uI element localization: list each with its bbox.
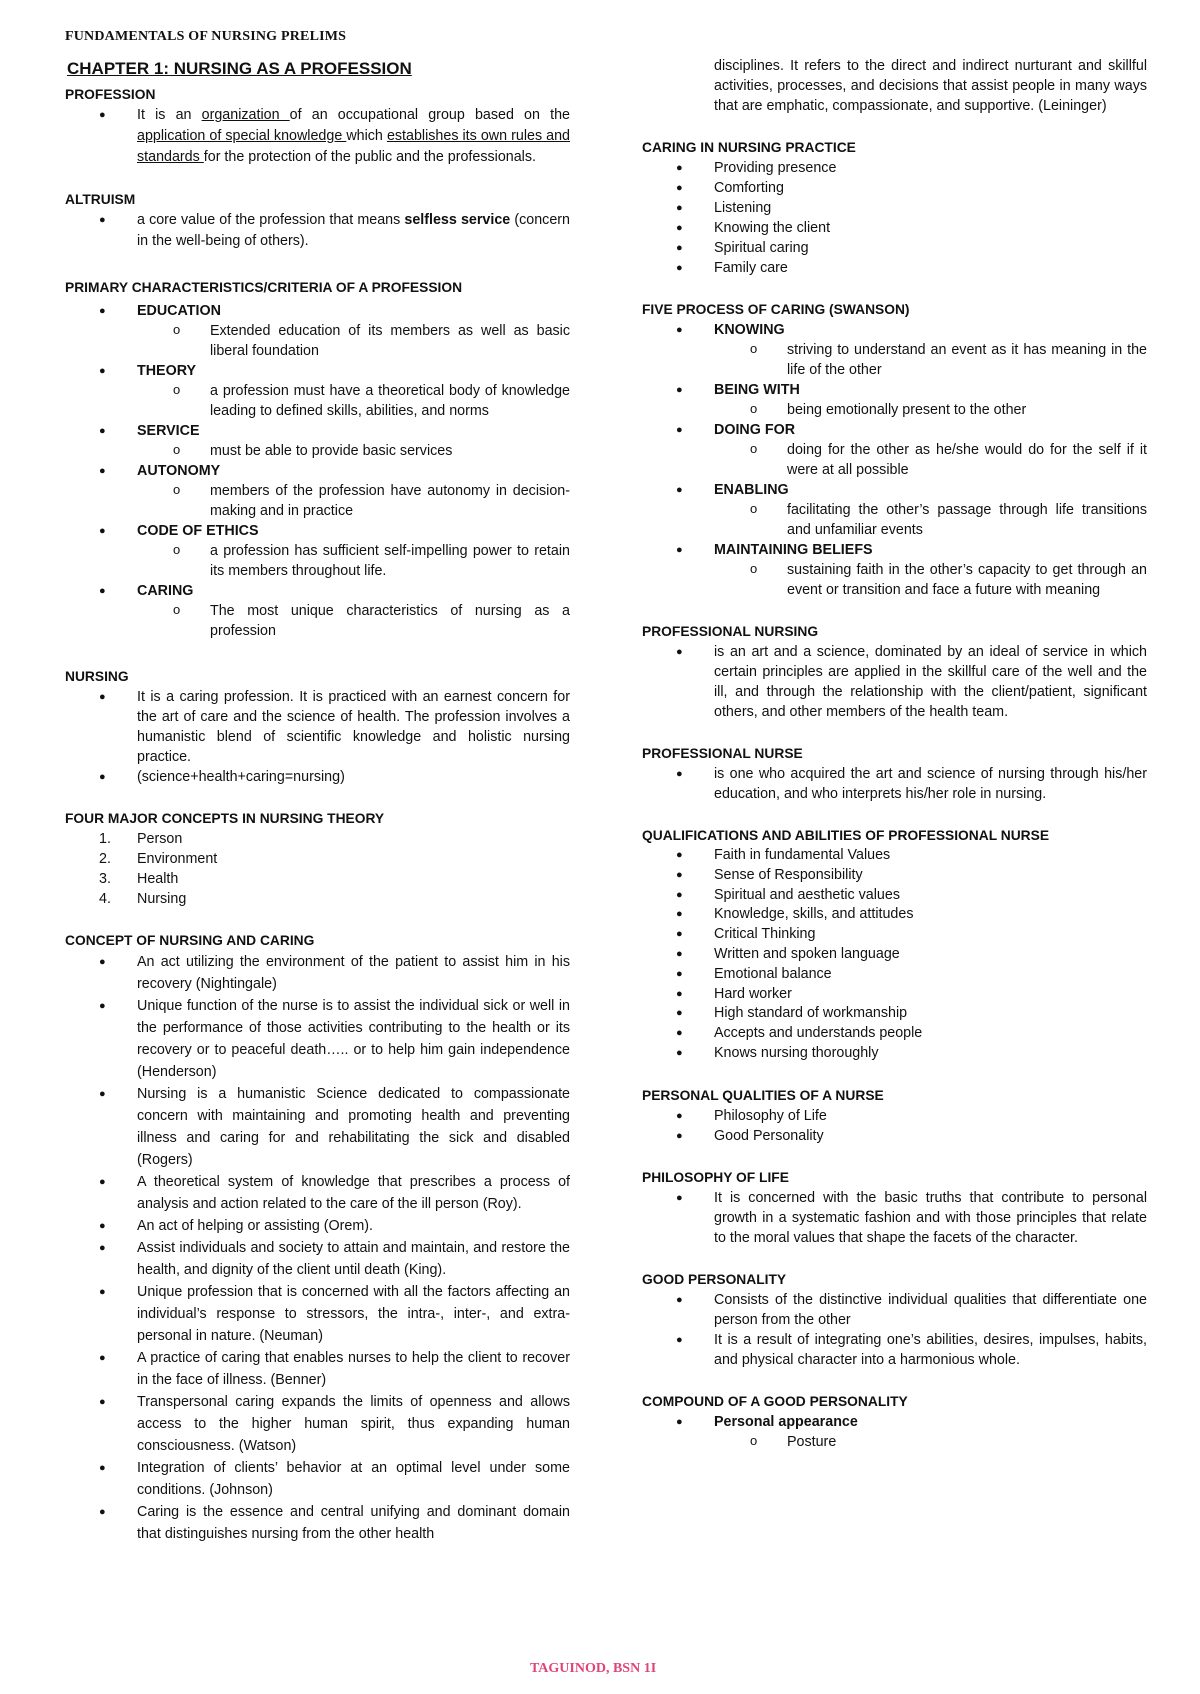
section-title-caring-practice: CARING IN NURSING PRACTICE: [642, 140, 856, 155]
list-item: ● Assist individuals and society to attain and maintain, and restore the health, and dignity of the client until death (King).: [65, 1237, 570, 1281]
list-item: ● It is an organization of an occupational group based on the application of special knowledge which establishes its own rules and standards for the protection of the public and the professionals.: [65, 105, 570, 168]
sub-item: o a profession has sufficient self-impelling power to retain its members throughout life.: [65, 541, 570, 581]
list-item: ● Listening: [642, 198, 1147, 218]
qualifications-list: [642, 846, 1147, 1064]
list-item: ● Transpersonal caring expands the limits of openness and allows access to the higher human spirit, thus expanding human consciousness. (Watson): [65, 1391, 570, 1457]
sub-item: o a profession must have a theoretical body of knowledge leading to defined skills, abilities, and norms: [65, 381, 570, 421]
professional-nursing-list: [642, 642, 1147, 722]
list-item: 1. Person: [99, 831, 183, 847]
personal-qualities-list: [642, 1106, 1147, 1146]
section-title-altruism: ALTRUISM: [65, 192, 136, 207]
list-item: ● Hard worker: [642, 985, 1147, 1005]
profession-list: [65, 105, 570, 168]
list-item: ● Nursing is a humanistic Science dedicated to compassionate concern with maintaining and promoting health and preventing illness and caring for and rehabilitating the sick and disabled (Rogers): [65, 1083, 570, 1171]
list-item: ● A theoretical system of knowledge that prescribes a process of analysis and action related to the care of the ill person (Roy).: [65, 1171, 570, 1215]
list-item: ● MAINTAINING BELIEFS: [642, 540, 1147, 560]
list-item: ● High standard of workmanship: [642, 1004, 1147, 1024]
section-title-philosophy: PHILOSOPHY OF LIFE: [642, 1169, 789, 1185]
list-item: ● Emotional balance: [642, 965, 1147, 985]
left-column: [65, 56, 570, 1545]
list-item: ● KNOWING: [642, 320, 1147, 340]
caring-practice-list: [642, 158, 1147, 278]
section-title-concept: CONCEPT OF NURSING AND CARING: [65, 933, 315, 948]
list-item: ● EDUCATION: [65, 301, 570, 321]
philosophy-list: [642, 1188, 1147, 1248]
section-title-four-concepts: FOUR MAJOR CONCEPTS IN NURSING THEORY: [65, 811, 385, 826]
list-item: ● Unique profession that is concerned with all the factors affecting an individual’s response to stressors, the intra-, inter-, and extra-personal in nature. (Neuman): [65, 1281, 570, 1347]
list-item: ● (science+health+caring=nursing): [65, 767, 570, 787]
list-item: ● DOING FOR: [642, 420, 1147, 440]
section-title-five-process: FIVE PROCESS OF CARING (SWANSON): [642, 302, 910, 317]
list-item: ● CODE OF ETHICS: [65, 521, 570, 541]
list-item: ● a core value of the profession that means selfless service (concern in the well-being of others).: [65, 210, 570, 252]
list-item: ● Knowing the client: [642, 218, 1147, 238]
page-header: FUNDAMENTALS OF NURSING PRELIMS: [65, 29, 347, 44]
sub-item: o striving to understand an event as it has meaning in the life of the other: [642, 340, 1147, 380]
sub-item: o Extended education of its members as well as basic liberal foundation: [65, 321, 570, 361]
sub-item: o facilitating the other’s passage through life transitions and unfamiliar events: [642, 500, 1147, 540]
list-item: ● SERVICE: [65, 421, 570, 441]
list-item: ● Providing presence: [642, 158, 1147, 178]
sub-item: o Posture: [642, 1432, 1147, 1452]
four-concepts-list: [65, 829, 570, 909]
sub-item: o doing for the other as he/she would do for the self if it were at all possible: [642, 440, 1147, 480]
list-item: ● is one who acquired the art and science of nursing through his/her education, and who interprets his/her role in nursing.: [642, 764, 1147, 804]
sub-item: o must be able to provide basic services: [65, 441, 570, 461]
list-item: ● Comforting: [642, 178, 1147, 198]
list-item: ● BEING WITH: [642, 380, 1147, 400]
list-item: ● An act utilizing the environment of the patient to assist him in his recovery (Nightingale): [65, 951, 570, 995]
five-process-list: [642, 320, 1147, 600]
list-item: ● Unique function of the nurse is to assist the individual sick or well in the performance of those activities contributing to the health or its recovery or to peaceful death….. or to help him gain independence (Henderson): [65, 995, 570, 1083]
list-item: ● is an art and a science, dominated by an ideal of service in which certain principles are applied in the skillful care of the well and the ill, and through the relationship with the client/patient, significant others, and other members of the health team.: [642, 642, 1147, 722]
list-item: ● Spiritual caring: [642, 238, 1147, 258]
page-footer: TAGUINOD, BSN 1I: [530, 1661, 657, 1676]
list-item: ● Good Personality: [642, 1126, 1147, 1146]
list-item: ● Philosophy of Life: [642, 1106, 1147, 1126]
list-item: ● Knows nursing thoroughly: [642, 1044, 1147, 1064]
list-item: ● Accepts and understands people: [642, 1024, 1147, 1044]
list-item: ● THEORY: [65, 361, 570, 381]
primary-list: [65, 301, 570, 641]
good-personality-list: [642, 1290, 1147, 1370]
right-column: [642, 56, 1147, 1452]
list-item: ● Critical Thinking: [642, 925, 1147, 945]
list-item: ● It is concerned with the basic truths that contribute to personal growth in a systematic fashion and with those principles that relate to the moral values that shape the facets of the character.: [642, 1188, 1147, 1248]
section-title-personal-qualities: PERSONAL QUALITIES OF A NURSE: [642, 1087, 884, 1103]
list-item: ● A practice of caring that enables nurses to help the client to recover in the face of illness. (Benner): [65, 1347, 570, 1391]
altruism-list: [65, 210, 570, 252]
list-item: ● Consists of the distinctive individual qualities that differentiate one person from the other: [642, 1290, 1147, 1330]
list-item: ● Integration of clients’ behavior at an optimal level under some conditions. (Johnson): [65, 1457, 570, 1501]
list-item: ● CARING: [65, 581, 570, 601]
section-title-professional-nursing: PROFESSIONAL NURSING: [642, 624, 819, 639]
list-item: ● Caring is the essence and central unifying and dominant domain that distinguishes nursing from the other health: [65, 1501, 570, 1545]
list-item: ● An act of helping or assisting (Orem).: [65, 1215, 570, 1237]
list-item: ● Family care: [642, 258, 1147, 278]
section-title-primary: PRIMARY CHARACTERISTICS/CRITERIA OF A PROFESSION: [65, 280, 463, 295]
list-item: ● Knowledge, skills, and attitudes: [642, 905, 1147, 925]
list-item: ● Faith in fundamental Values: [642, 846, 1147, 866]
sub-item: o being emotionally present to the other: [642, 400, 1147, 420]
sub-item: o The most unique characteristics of nursing as a profession: [65, 601, 570, 641]
section-title-good-personality: GOOD PERSONALITY: [642, 1271, 787, 1287]
sub-item: o members of the profession have autonomy in decision-making and in practice: [65, 481, 570, 521]
list-item: 2. Environment: [99, 851, 218, 867]
nursing-list: [65, 687, 570, 787]
section-title-professional-nurse: PROFESSIONAL NURSE: [642, 746, 803, 761]
continued-paragraph: disciplines. It refers to the direct and indirect nurturant and skillful activities, processes, and decisions that assist people in many ways that are emphatic, compassionate, and supportive. (Leininger): [714, 58, 1147, 114]
list-item: ● Spiritual and aesthetic values: [642, 886, 1147, 906]
compound-list: [642, 1412, 1147, 1452]
list-item: ● It is a caring profession. It is practiced with an earnest concern for the art of care and the science of health. The profession involves a humanistic blend of scientific knowledge and holistic nursing practice.: [65, 687, 570, 767]
professional-nurse-list: [642, 764, 1147, 804]
list-item: 4. Nursing: [99, 891, 187, 907]
list-item: ● It is a result of integrating one’s abilities, desires, impulses, habits, and physical character into a harmonious whole.: [642, 1330, 1147, 1370]
list-item: ● ENABLING: [642, 480, 1147, 500]
section-title-compound: COMPOUND OF A GOOD PERSONALITY: [642, 1393, 908, 1409]
sub-item: o sustaining faith in the other’s capacity to get through an event or transition and face a future with meaning: [642, 560, 1147, 600]
chapter-title: CHAPTER 1: NURSING AS A PROFESSION: [67, 59, 412, 78]
section-title-qualifications: QUALIFICATIONS AND ABILITIES OF PROFESSIONAL NURSE: [642, 828, 1050, 843]
concept-list: [65, 951, 570, 1545]
section-title-profession: PROFESSION: [65, 87, 156, 102]
list-item: ● Written and spoken language: [642, 945, 1147, 965]
list-item: ● Sense of Responsibility: [642, 866, 1147, 886]
list-item: ● AUTONOMY: [65, 461, 570, 481]
list-item: ● Personal appearance: [642, 1412, 1147, 1432]
section-title-nursing: NURSING: [65, 669, 129, 684]
list-item: 3. Health: [99, 871, 179, 887]
